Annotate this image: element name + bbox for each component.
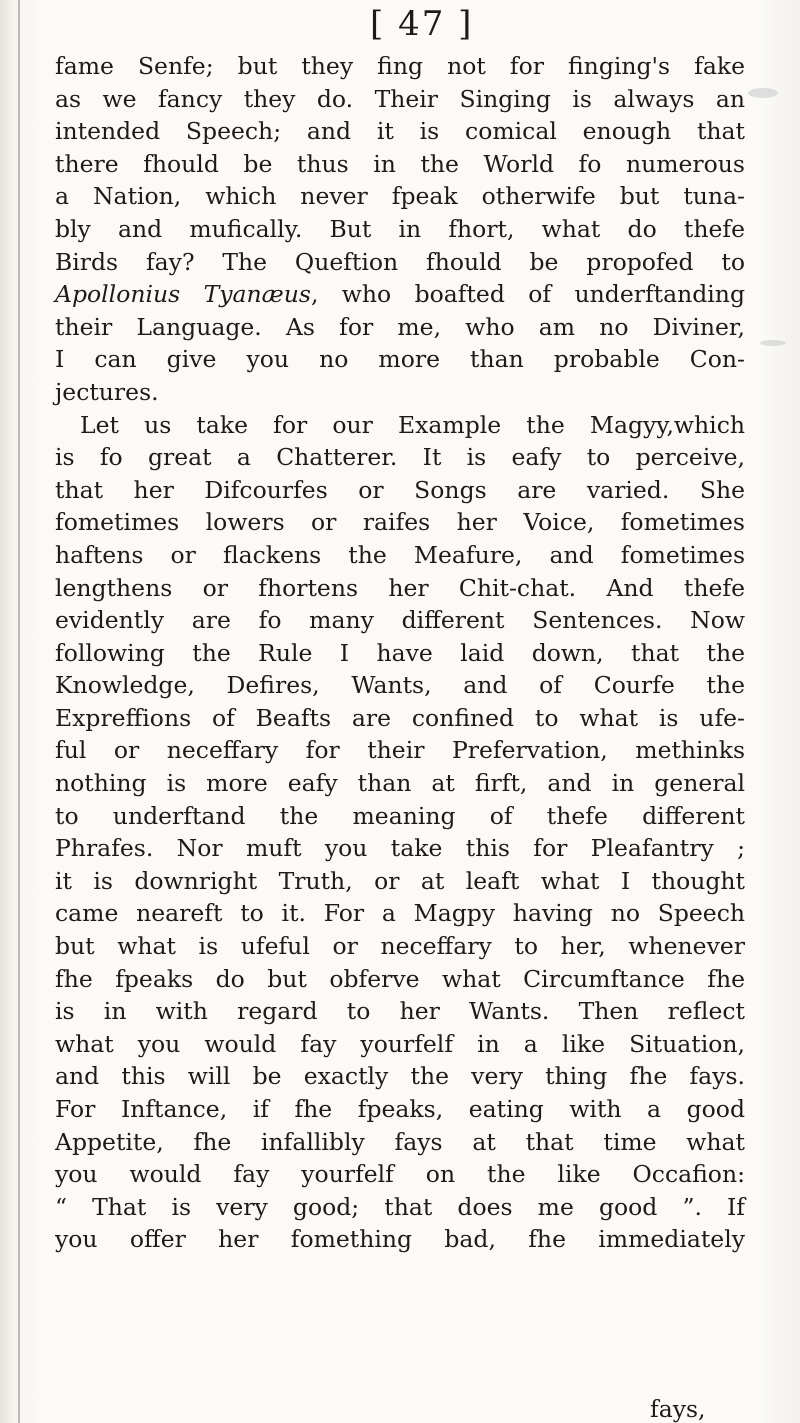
text-line: is fo great a Chatterer. It is eafy to perceive, xyxy=(55,443,745,472)
binding-gutter xyxy=(18,0,20,1423)
text-line: a Nation, which never fpeak otherwife but tuna- xyxy=(55,182,745,211)
text-line: their Language. As for me, who am no Diviner, xyxy=(55,312,745,341)
text-line: Knowledge, Defires, Wants, and of Courfe the xyxy=(55,671,745,700)
text-line: Let us take for our Example the Magyy,which xyxy=(80,410,745,439)
text-line: haftens or flackens the Meafure, and fometimes xyxy=(55,540,745,569)
text-line: Apollonius Tyanæus, who boafted of underftanding xyxy=(55,280,745,309)
text-line: nothing is more eafy than at firft, and in general xyxy=(55,769,745,798)
text-line: to underftand the meaning of thefe different xyxy=(55,801,745,830)
text-line: evidently are fo many different Sentences. Now xyxy=(55,606,745,635)
catchword: fays, xyxy=(650,1395,706,1423)
italic-name: Apollonius Tyanæus xyxy=(55,280,311,309)
text-line: it is downright Truth, or at leaft what I thought xyxy=(55,866,745,895)
text-line: and this will be exactly the very thing fhe fays. xyxy=(55,1062,745,1091)
text-line: Birds fay? The Queftion fhould be propofed to xyxy=(55,247,745,276)
text-line: lengthens or fhortens her Chit-chat. And thefe xyxy=(55,573,745,602)
text-line: came neareft to it. For a Magpy having no Speech xyxy=(55,899,745,928)
text-line: but what is ufeful or neceffary to her, whenever xyxy=(55,932,745,961)
page-number: [ 47 ] xyxy=(370,4,474,44)
text-line: following the Rule I have laid down, that the xyxy=(55,638,745,667)
show-through-blot xyxy=(748,88,778,98)
show-through-blot xyxy=(760,340,786,346)
body-text xyxy=(55,50,745,1256)
text-line: Appetite, fhe infallibly fays at that time what xyxy=(55,1127,745,1156)
text-line: what you would fay yourfelf in a like Situation, xyxy=(55,1029,745,1058)
text-line: that her Difcourfes or Songs are varied. She xyxy=(55,475,745,504)
text-line: “ That is very good; that does me good ”. If xyxy=(55,1192,745,1221)
text-line: Phrafes. Nor muft you take this for Pleafantry ; xyxy=(55,834,745,863)
text-line: you offer her fomething bad, fhe immediately xyxy=(55,1225,745,1254)
text-line: fometimes lowers or raifes her Voice, fometimes xyxy=(55,508,745,537)
text-line: I can give you no more than probable Con- xyxy=(55,345,745,374)
text-line: Expreffions of Beafts are confined to what is ufe- xyxy=(55,703,745,732)
text-line: there fhould be thus in the World fo numerous xyxy=(55,149,745,178)
text-line: jectures. xyxy=(55,377,159,406)
text-line: intended Speech; and it is comical enough that xyxy=(55,117,745,146)
text-line: For Inftance, if fhe fpeaks, eating with a good xyxy=(55,1095,745,1123)
text-line: fame Senfe; but they fing not for finging's fake xyxy=(55,52,745,80)
text-line: bly and mufically. But in fhort, what do thefe xyxy=(55,214,745,243)
text-line: you would fay yourfelf on the like Occafion: xyxy=(55,1160,745,1189)
text-line: as we fancy they do. Their Singing is always an xyxy=(55,84,745,113)
text-line: ful or neceffary for their Prefervation, methinks xyxy=(55,736,745,765)
text-line: fhe fpeaks do but obferve what Circumftance fhe xyxy=(55,964,745,993)
text-line: is in with regard to her Wants. Then reflect xyxy=(55,997,745,1026)
